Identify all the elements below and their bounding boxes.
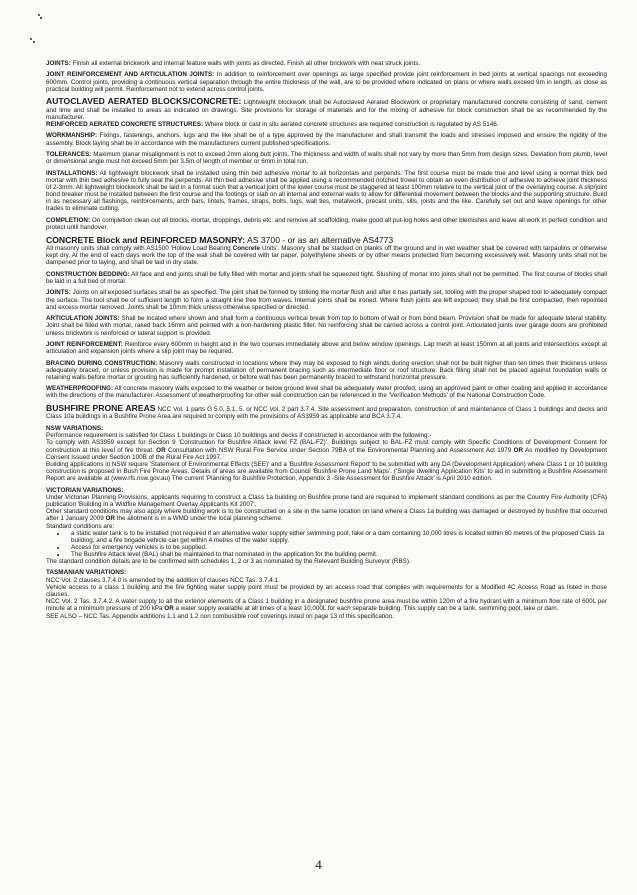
tas-line-2: Vehicle access to a class 1 building and the fire fighting water supply point must be provided by an access road that complies with requirements for a Modified 4C Access Road as listed in those clauses. <box>46 583 607 599</box>
paragraph-articulation-joints: ARTICULATION JOINTS: Shall be located where shown and shall form a continuous vertical break from top to bottom of wall or from bond beam. Provision shall be made for adequate lateral stability. Joint shall be filled with mortar, raked back 16mm and pointed with a non-hardening plastic filler. No reinforcing shall be carried across a control joint. Articulated joints over garage doors are prohibited unless brickwork is reinforced or lateral support is provided. <box>46 315 608 337</box>
paragraph-bushfire: BUSHFIRE PRONE AREAS NCC Vol. 1 parts G 5.0, 5.1, 5. or NCC Vol. 2 part 3.7.4. Site assessment and preparation, construction of and maintenance of Class 1 buildings and decks and Class 10a buildings in a Bushfire Prone Area are required to comply with the provisions of AS3959 as applicable and BCA 3.7.4. <box>46 402 608 421</box>
paragraph-joints: JOINTS: Finish all external brickwork and internal feature walls with joints as directed. Finish all other brickwork with neat struck joints. <box>46 60 421 67</box>
tasmanian-variations <box>46 569 607 619</box>
paragraph-joint-reinforcement-masonry: JOINT REINFORCEMENT: Reinforce every 600mm in height and in the two courses immediately above and below window openings. Lap mesh at least 150mm at all joints and intersections except at articulation and expansion joints where a slip joint may be required. <box>46 340 607 356</box>
paragraph-weatherproofing: WEATHERPROOFING: All concrete masonry walls exposed to the weather or below ground level shall be adequately water proofed, using an approved paint or other coating and applied in accordance with the directions of the manufacturer. Assessment of weatherproofing for other wall construction can be referenced in the 'Verification Methods' of the National Construction Code. <box>46 385 607 400</box>
victorian-variations <box>46 487 607 566</box>
vic-heading: VICTORIAN VARIATIONS: <box>46 486 124 494</box>
list-item: • a static water tank is to be installed (not required if an alternative water supply either swimming pool, lake or a dam containing 10,000 litres is located within 60 metres of the proposed Class 1a building, and a fire brigade vehicle can get within 4 metres of the water supply. <box>67 530 607 544</box>
list-item: • Access for emergency vehicles is to be supplied. <box>67 544 607 551</box>
paragraph-bracing: BRACING DURING CONSTRUCTION: Masonry walls constructed in locations where they may be exposed to high winds during erection shall not be built higher than ten times their thickness unless adequately braced, or unless provision is made for prompt installation of permanent bracing such as intermediate floor or roof structure. Back filling shall not be placed against foundation walls or retaining walls before mortar or grouting has sufficiently hardened, or before wall has been permanently braced to withstand horizontal pressure. <box>46 359 608 381</box>
paragraph-reinforced-aac: REINFORCED AERATED CONCRETE STRUCTURES: Where block or cast in situ aerated concrete structures are required construction is regulated by AS 5146. <box>46 121 499 129</box>
vic-conditions-list <box>46 530 607 558</box>
scan-specks <box>30 14 44 44</box>
page-body <box>46 60 607 620</box>
paragraph-installations: INSTALLATIONS: All lightweight blockwork shall be installed using thin bed adhesive mortar to all horizontals and perpends. The first course must be made true and level using a normal thick bed mortar with thin bed adhesive to fully seal the perpends. All thin bed adhesive shall be applied using a recommended notched trowel to obtain an even distribution of adhesive to achieve joint thickness of 2-3mm. All lightweight blockwork shall be laid in a format such that a vertical joint of the lower course must be staggered at least 100mm relative to the vertical joint of the overlaying course. A slip/joint bond breaker must be installed between the first course and the footings or slab on all internal and external walls to allow for differential movement between the blocks and the supporting structure. Build in as necessary all flashings, reinforcements, arch bars, lintels, frames, straps, bolts, lugs, wall ties, metalwork, precast units, sills, joists and the like. Carefully set out and leave openings for other trades to eliminate cutting. <box>46 169 607 213</box>
tas-line-3: NCC Vol. 2 Tas. 3.7.4.2. A water supply to all the exterior elements of a Class 1 building in a designated bushfire prone area must be within 120m of a fire hydrant with a minimum flow rate of 600L per minute at a minimum pressure of 200 kPa OR a water supply available at all times of a least 10,000L for each separate building. This supply can be a tank, swimming pool, lake or dam. <box>46 598 607 613</box>
vic-line-3: Standard conditions are: <box>46 522 115 530</box>
paragraph-workmanship: WORKMANSHIP: Fixings, fastenings, anchors, lugs and the like shall be of a type approved by the manufacturer and shall transmit the loads and stresses imposed and ensure the rigidity of the assembly. Block laying shall be in accordance with the manufacturers current published specifications. <box>46 132 607 147</box>
nsw-variations <box>46 425 607 482</box>
paragraph-joints-masonry: JOINTS: Joints on all exposed surfaces shall be as specified. The joint shall be formed by striking the mortar flush and after it has partially set, tooling with the proper shaped tool to adequately compact the surface. The tool shall be of sufficient length to form a straight line free from waves. Internal joints shall be ironed. Where flush joints are left exposed, they shall be first compacted, then repointed and excess mortar removed. Joints shall be 10mm thick unless otherwise specified or directed. <box>46 289 607 311</box>
page-number: 4 <box>315 857 322 872</box>
vic-line-4: The standard condition details are to be confirmed with schedules 1, 2 or 3 as nominated by the Relevant Building Surveyor (RBS). <box>46 558 411 566</box>
tas-line-4: SEE ALSO – NCC Tas. Appendix additions 1.1 and 1.2 non combustible roof coverings listed on page 13 of this specification. <box>46 612 394 620</box>
paragraph-construction-bedding: CONSTRUCTION BEDDING: All face and end joints shall be fully filled with mortar and joints shall be squeezed tight. Slushing of mortar into joints shall not be permitted. The first course of blocks shall be laid in a full bed of mortar. <box>46 270 607 285</box>
nsw-line-3: Building applications in NSW require 'Statement of Environmental Effects (SEE)' and a 'Bushfire Assessment Report' to be submitted with any DA (Development Application) where Class 1 or 10 building construction is proposed in Bush Fire Prone Areas. Details of areas are available from Council 'Bushfire Prone Land Maps'. ('Single dwelling Application Kits' to aid in submitting a Bushfire Assessment Report are available at (www.rfs.nsw.gov.au) The current 'Planning for Bushfire Protection, Appendix 3 -Site Assessment for Bushfire Attack' is April 2010 edition. <box>46 460 607 483</box>
nsw-line-1: Performance requirement is satisfied for Class 1 buildings or Class 10 buildings and decks if constructed in accordance with the following:- <box>46 432 432 440</box>
vic-line-1: Under Victorian Planning Provisions, applicants requiring to construct a Class 1a building on Bushfire prone land are required to implement standard conditions as per the Country Fire Authority (CFA) publication 'Building in a Wildfire Management Overlay Applicants Kit 2007'. <box>46 493 607 509</box>
tas-line-1: NCC Vol. 2 clauses 3.7.4.0 is amended by the addition of clauses NCC Tas. 3.7.4.1. <box>46 576 280 584</box>
nsw-heading: NSW VARIATIONS: <box>46 424 104 432</box>
list-item: • The Bushfire Attack level (BAL) shall be maintained to that nominated in the application for the building permit. <box>67 551 607 558</box>
paragraph-completion: COMPLETION: On completion clean out all blocks, mortar, droppings, debris etc. and remove all scaffolding, make good all put-log holes and other blemishes and leave all work in perfect condition and protect until handover. <box>46 216 607 232</box>
vic-line-2: Other standard conditions may also apply where building work is to be constructed on a site in the same location on land where a Class 1a building was damaged or destroyed by bushfire that occurred after 1 January 2009 OR the allotment is in a WMD under the local planning scheme. <box>46 508 607 523</box>
tas-heading: TASMANIAN VARIATIONS: <box>46 569 127 577</box>
paragraph-aac: AUTOCLAVED AERATED BLOCKS/CONCRETE: Lightweight blockwork shall be Autoclaved Aerated Blockwork or proprietary manufactured concrete consisting of sand, cement and lime and shall be installed to areas as indicated on drawings. Site provisions for storage of materials and for the mixing of adhesive for block construction shall be as recommended by the manufacturer. <box>46 96 607 121</box>
paragraph-concrete-body: All masonry units shall comply with AS1500 'Hollow Load Bearing Concrete Units'. Masonry shall be stacked on planks off the ground and in wet weather shall be covered with tarpaulins or otherwise kept dry. At the end of each days work the top of the wall shall be covered with tar paper, polyethylene sheets or by other means protected from becoming excessively wet. Masonry units shall not be dampened prior to laying, and shall be laid in dry state. <box>46 245 608 267</box>
paragraph-joint-reinforcement: JOINT REINFORCEMENT AND ARTICULATION JOINTS: In addition to reinforcement over openings as large specified provide joint reinforcement in bed joints at vertical spacings not exceeding 600mm. Control joints, providing a continuous vertical separation through the entire thickness of the wall, are to be provided where indicated on plans or where walls exceed 9m in length, as close as practical building will permit. Reinforcement not to extend across control joints. <box>46 71 607 93</box>
nsw-line-2: To comply with AS3959 except for Section 9 'Construction for Bushfire Attack level FZ (BAL-FZ)'. Buildings subject to BAL-FZ must comply with Specific Conditions of Development Consent for construction at this level of fire threat. OR Consultation with NSW Rural Fire Service under Section 79BA of the Environmental Planning and Assessment Act 1979 OR As modified by Development Consent Issued under Section 100B of the Rural Fire Act 1997. <box>46 439 607 461</box>
paragraph-tolerances: TOLERANCES: Maximum planar misalignment is not to exceed 2mm along butt joints. The thickness and width of walls shall not vary by more than 5mm from design sizes. Deviation from plumb, level or dimensional angle must not exceed 5mm per 3.5m of length of member or 6mm in total run. <box>46 151 607 166</box>
section-heading-concrete: CONCRETE Block and REINFORCED MASONRY: AS 3700 - or as an alternative AS4773 <box>46 234 394 245</box>
